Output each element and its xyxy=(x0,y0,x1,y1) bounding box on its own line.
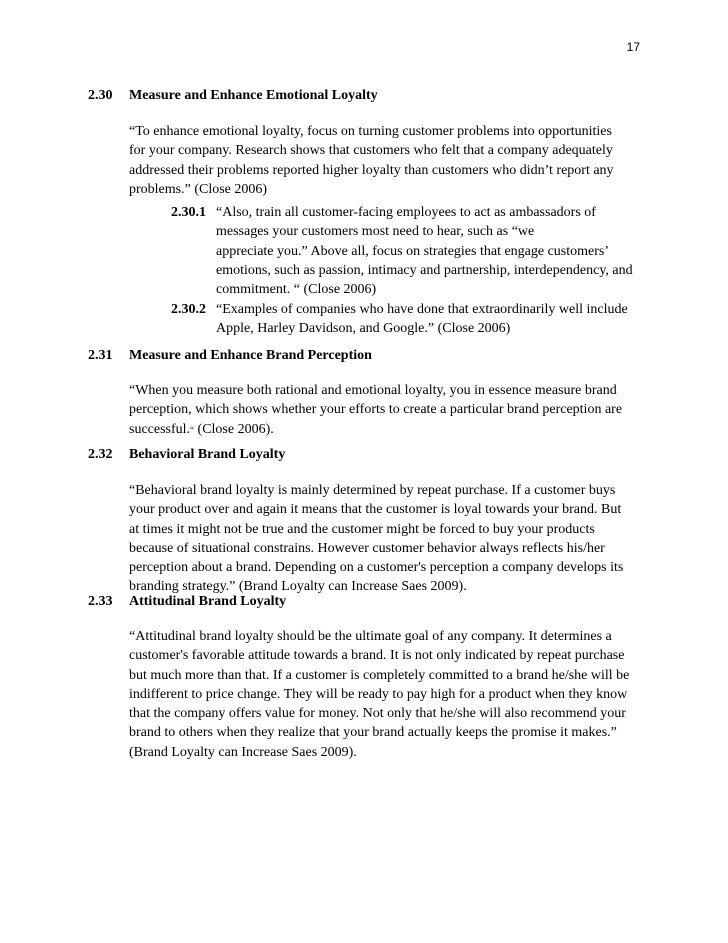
subsection-number: 2.30.1 xyxy=(171,205,206,220)
section-number: 2.32 xyxy=(88,447,113,462)
section-title: Behavioral Brand Loyalty xyxy=(129,447,286,462)
paragraph-line: but much more than that. If a customer is completely committed to a brand he/she will be xyxy=(129,667,630,683)
section-number: 2.33 xyxy=(88,594,113,609)
paragraph-line: “Attitudinal brand loyalty should be the ultimate goal of any company. It determines a xyxy=(129,629,612,644)
paragraph-line: customer's favorable attitude towards a brand. It is not only indicated by repeat purchase xyxy=(129,648,625,664)
small-quote-mark: “ xyxy=(190,424,195,435)
paragraph-line: that the company offers value for money. Not only that he/she will also recommend your xyxy=(129,706,626,722)
paragraph-text: (Close 2006). xyxy=(194,421,274,437)
subsection-body xyxy=(216,203,646,299)
section-2-33-paragraph xyxy=(129,627,649,762)
section-heading-2-32 xyxy=(88,447,285,463)
section-number: 2.30 xyxy=(88,88,113,103)
section-heading-2-31 xyxy=(88,348,372,364)
page-number: 17 xyxy=(626,40,640,54)
subsection-line: Apple, Harley Davidson, and Google.” (Close 2006) xyxy=(216,321,511,337)
paragraph-line: your product over and again it means that the customer is loyal towards your brand. But xyxy=(129,502,622,518)
section-title: Measure and Enhance Brand Perception xyxy=(129,348,372,363)
section-title: Measure and Enhance Emotional Loyalty xyxy=(129,88,378,103)
section-2-32-paragraph xyxy=(129,481,649,597)
subsection-number: 2.30.2 xyxy=(171,302,206,317)
section-2-30-paragraph xyxy=(129,122,649,199)
paragraph-line: “To enhance emotional loyalty, focus on turning customer problems into opportunities xyxy=(129,124,612,139)
section-heading-2-30 xyxy=(88,88,378,104)
paragraph-line: because of situational constrains. However customer behavior always reflects his/her xyxy=(129,540,605,556)
subsection-line: messages your customers most need to hear, such as “we xyxy=(216,224,535,240)
paragraph-line: brand to others when they realize that your brand actually keeps the promise it makes.” xyxy=(129,725,617,741)
paragraph-line: “Behavioral brand loyalty is mainly determined by repeat purchase. If a customer buys xyxy=(129,483,616,498)
paragraph-line: addressed their problems reported higher loyalty than customers who didn’t report any xyxy=(129,162,614,178)
paragraph-line: perception about a brand. Depending on a customer's perception a company develops its xyxy=(129,560,624,576)
section-title: Attitudinal Brand Loyalty xyxy=(129,594,287,609)
subsection-body xyxy=(216,300,646,339)
subsection-line: “Examples of companies who have done that extraordinarily well include xyxy=(216,302,628,317)
paragraph-line: perception, which shows whether your efforts to create a particular brand perception are xyxy=(129,402,623,418)
paragraph-line: “When you measure both rational and emotional loyalty, you in essence measure brand xyxy=(129,383,617,398)
subsection-line: “Also, train all customer-facing employees to act as ambassadors of xyxy=(216,205,596,220)
paragraph-line: branding strategy.” (Brand Loyalty can Increase Saes 2009). xyxy=(129,579,467,595)
subsection-line: emotions, such as passion, intimacy and partnership, interdependency, and xyxy=(216,262,633,278)
paragraph-line xyxy=(129,420,649,440)
paragraph-line: for your company. Research shows that customers who felt that a company adequately xyxy=(129,143,613,159)
paragraph-text: successful. xyxy=(129,421,191,437)
paragraph-line: at times it might not be true and the customer might be forced to buy your products xyxy=(129,521,595,537)
paragraph-line: problems.” (Close 2006) xyxy=(129,181,268,197)
subsection-line: commitment. “ (Close 2006) xyxy=(216,282,377,298)
paragraph-line: (Brand Loyalty can Increase Saes 2009). xyxy=(129,744,357,760)
paragraph-line: indifferent to price change. They will be ready to pay high for a product when they know xyxy=(129,686,628,702)
section-2-31-paragraph xyxy=(129,381,649,440)
section-heading-2-33 xyxy=(88,594,286,610)
subsection-line: appreciate you.” Above all, focus on strategies that engage customers’ xyxy=(216,243,610,259)
section-number: 2.31 xyxy=(88,348,113,363)
